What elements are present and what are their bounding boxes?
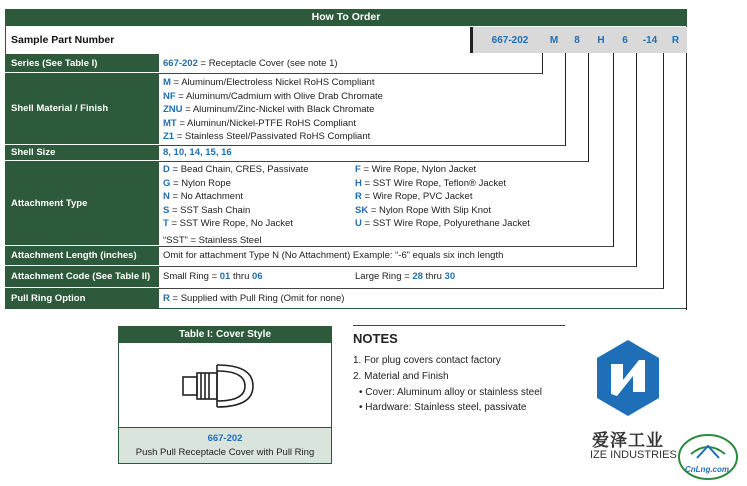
attachment-item: H = SST Wire Rope, Teflon® Jacket	[355, 177, 507, 189]
sep	[159, 73, 542, 74]
connector-code	[663, 53, 664, 289]
note-2: 2. Material and Finish	[353, 371, 449, 382]
attachment-item: T = SST Wire Rope, No Jacket	[163, 218, 293, 229]
label-attachment-length: Attachment Length (inches)	[5, 246, 159, 266]
material-item: MT = Aluminun/Nickel-PTFE RoHS Compliant	[163, 117, 356, 129]
note-2-sub-2: • Hardware: Stainless steel, passivate	[359, 402, 527, 413]
attachment-item: G = Nylon Rope	[163, 177, 231, 189]
shell-material-list	[159, 76, 383, 144]
pull-ring-text: R = Supplied with Pull Ring (Omit for none)	[163, 293, 345, 304]
attachment-length-text: Omit for attachment Type N (No Attachment) Example: “-6” equals six inch length	[163, 250, 504, 261]
connector-ring	[686, 53, 687, 310]
note-1: 1. For plug covers contact factory	[353, 355, 501, 366]
series-content: 667-202 = Receptacle Cover (see note 1)	[163, 58, 338, 69]
label-series: Series (See Table I)	[5, 54, 159, 73]
attachment-item: U = SST Wire Rope, Polyurethane Jacket	[355, 218, 530, 229]
sample-label: Sample Part Number	[11, 34, 115, 46]
connector-length	[636, 53, 637, 267]
attachment-item: D = Bead Chain, CRES, Passivate	[163, 164, 309, 175]
attachment-item: F = Wire Rope, Nylon Jacket	[355, 164, 477, 175]
sep	[159, 266, 636, 267]
cnlng-badge-icon	[677, 432, 739, 482]
table1-title: Table I: Cover Style	[118, 326, 332, 343]
pn-attachment: H	[597, 34, 605, 46]
material-item: NF = Aluminum/Cadmium with Olive Drab Chromate	[163, 90, 383, 102]
attachment-item: N = No Attachment	[163, 191, 244, 202]
table-title: How To Order	[5, 9, 687, 26]
sep	[159, 161, 588, 162]
attachment-item: SK = Nylon Rope With Slip Knot	[355, 204, 491, 216]
pn-ring: R	[671, 34, 680, 46]
logo-cn: 爱泽工业	[592, 431, 664, 450]
label-shell-material: Shell Material / Finish	[5, 73, 159, 145]
material-item: M = Aluminum/Electroless Nickel RoHS Compliant	[163, 77, 375, 88]
receptacle-cover-drawing	[175, 355, 275, 417]
pn-size: 8	[574, 34, 580, 46]
note-2-sub-1: • Cover: Aluminum alloy or stainless steel	[359, 387, 543, 398]
table1-part: 667-202	[207, 433, 243, 444]
label-attachment-code: Attachment Code (See Table II)	[5, 266, 159, 288]
attachment-right-list	[351, 163, 530, 231]
attachment-item: R = Wire Rope, PVC Jacket	[355, 191, 473, 202]
material-item: Z1 = Stainless Steel/Passivated RoHS Compliant	[163, 131, 371, 142]
notes-title: NOTES	[353, 331, 398, 346]
shell-size-values: 8, 10, 14, 15, 16	[163, 147, 232, 158]
pn-material: M	[549, 34, 559, 46]
logo-en: IZE INDUSTRIES	[590, 449, 677, 461]
attachment-left-list	[159, 163, 309, 247]
attachment-note: “SST” = Stainless Steel	[163, 234, 262, 246]
pn-length: 6	[622, 34, 628, 46]
attachment-code-large: Large Ring = 28 thru 30	[355, 271, 456, 282]
sep	[159, 288, 664, 289]
connector-material	[565, 53, 566, 146]
material-item: ZNU = Aluminum/Zinc-Nickel with Black Chromate	[163, 104, 375, 115]
connector-size	[588, 53, 589, 162]
attachment-code-small: Small Ring = 01 thru 06	[163, 271, 263, 282]
label-pull-ring: Pull Ring Option	[5, 288, 159, 309]
ize-logo-icon	[593, 338, 663, 418]
pn-series: 667-202	[491, 34, 529, 46]
notes-rule	[353, 325, 565, 326]
attachment-item: S = SST Sash Chain	[163, 204, 251, 216]
label-shell-size: Shell Size	[5, 145, 159, 161]
connector-attachment	[613, 53, 614, 247]
label-attachment-type: Attachment Type	[5, 161, 159, 246]
connector-series	[542, 53, 543, 74]
table1-desc: Push Pull Receptacle Cover with Pull Ring	[135, 447, 315, 458]
pn-code: -14	[642, 34, 658, 46]
cnlng-badge-text: CnLng.com	[685, 465, 729, 474]
